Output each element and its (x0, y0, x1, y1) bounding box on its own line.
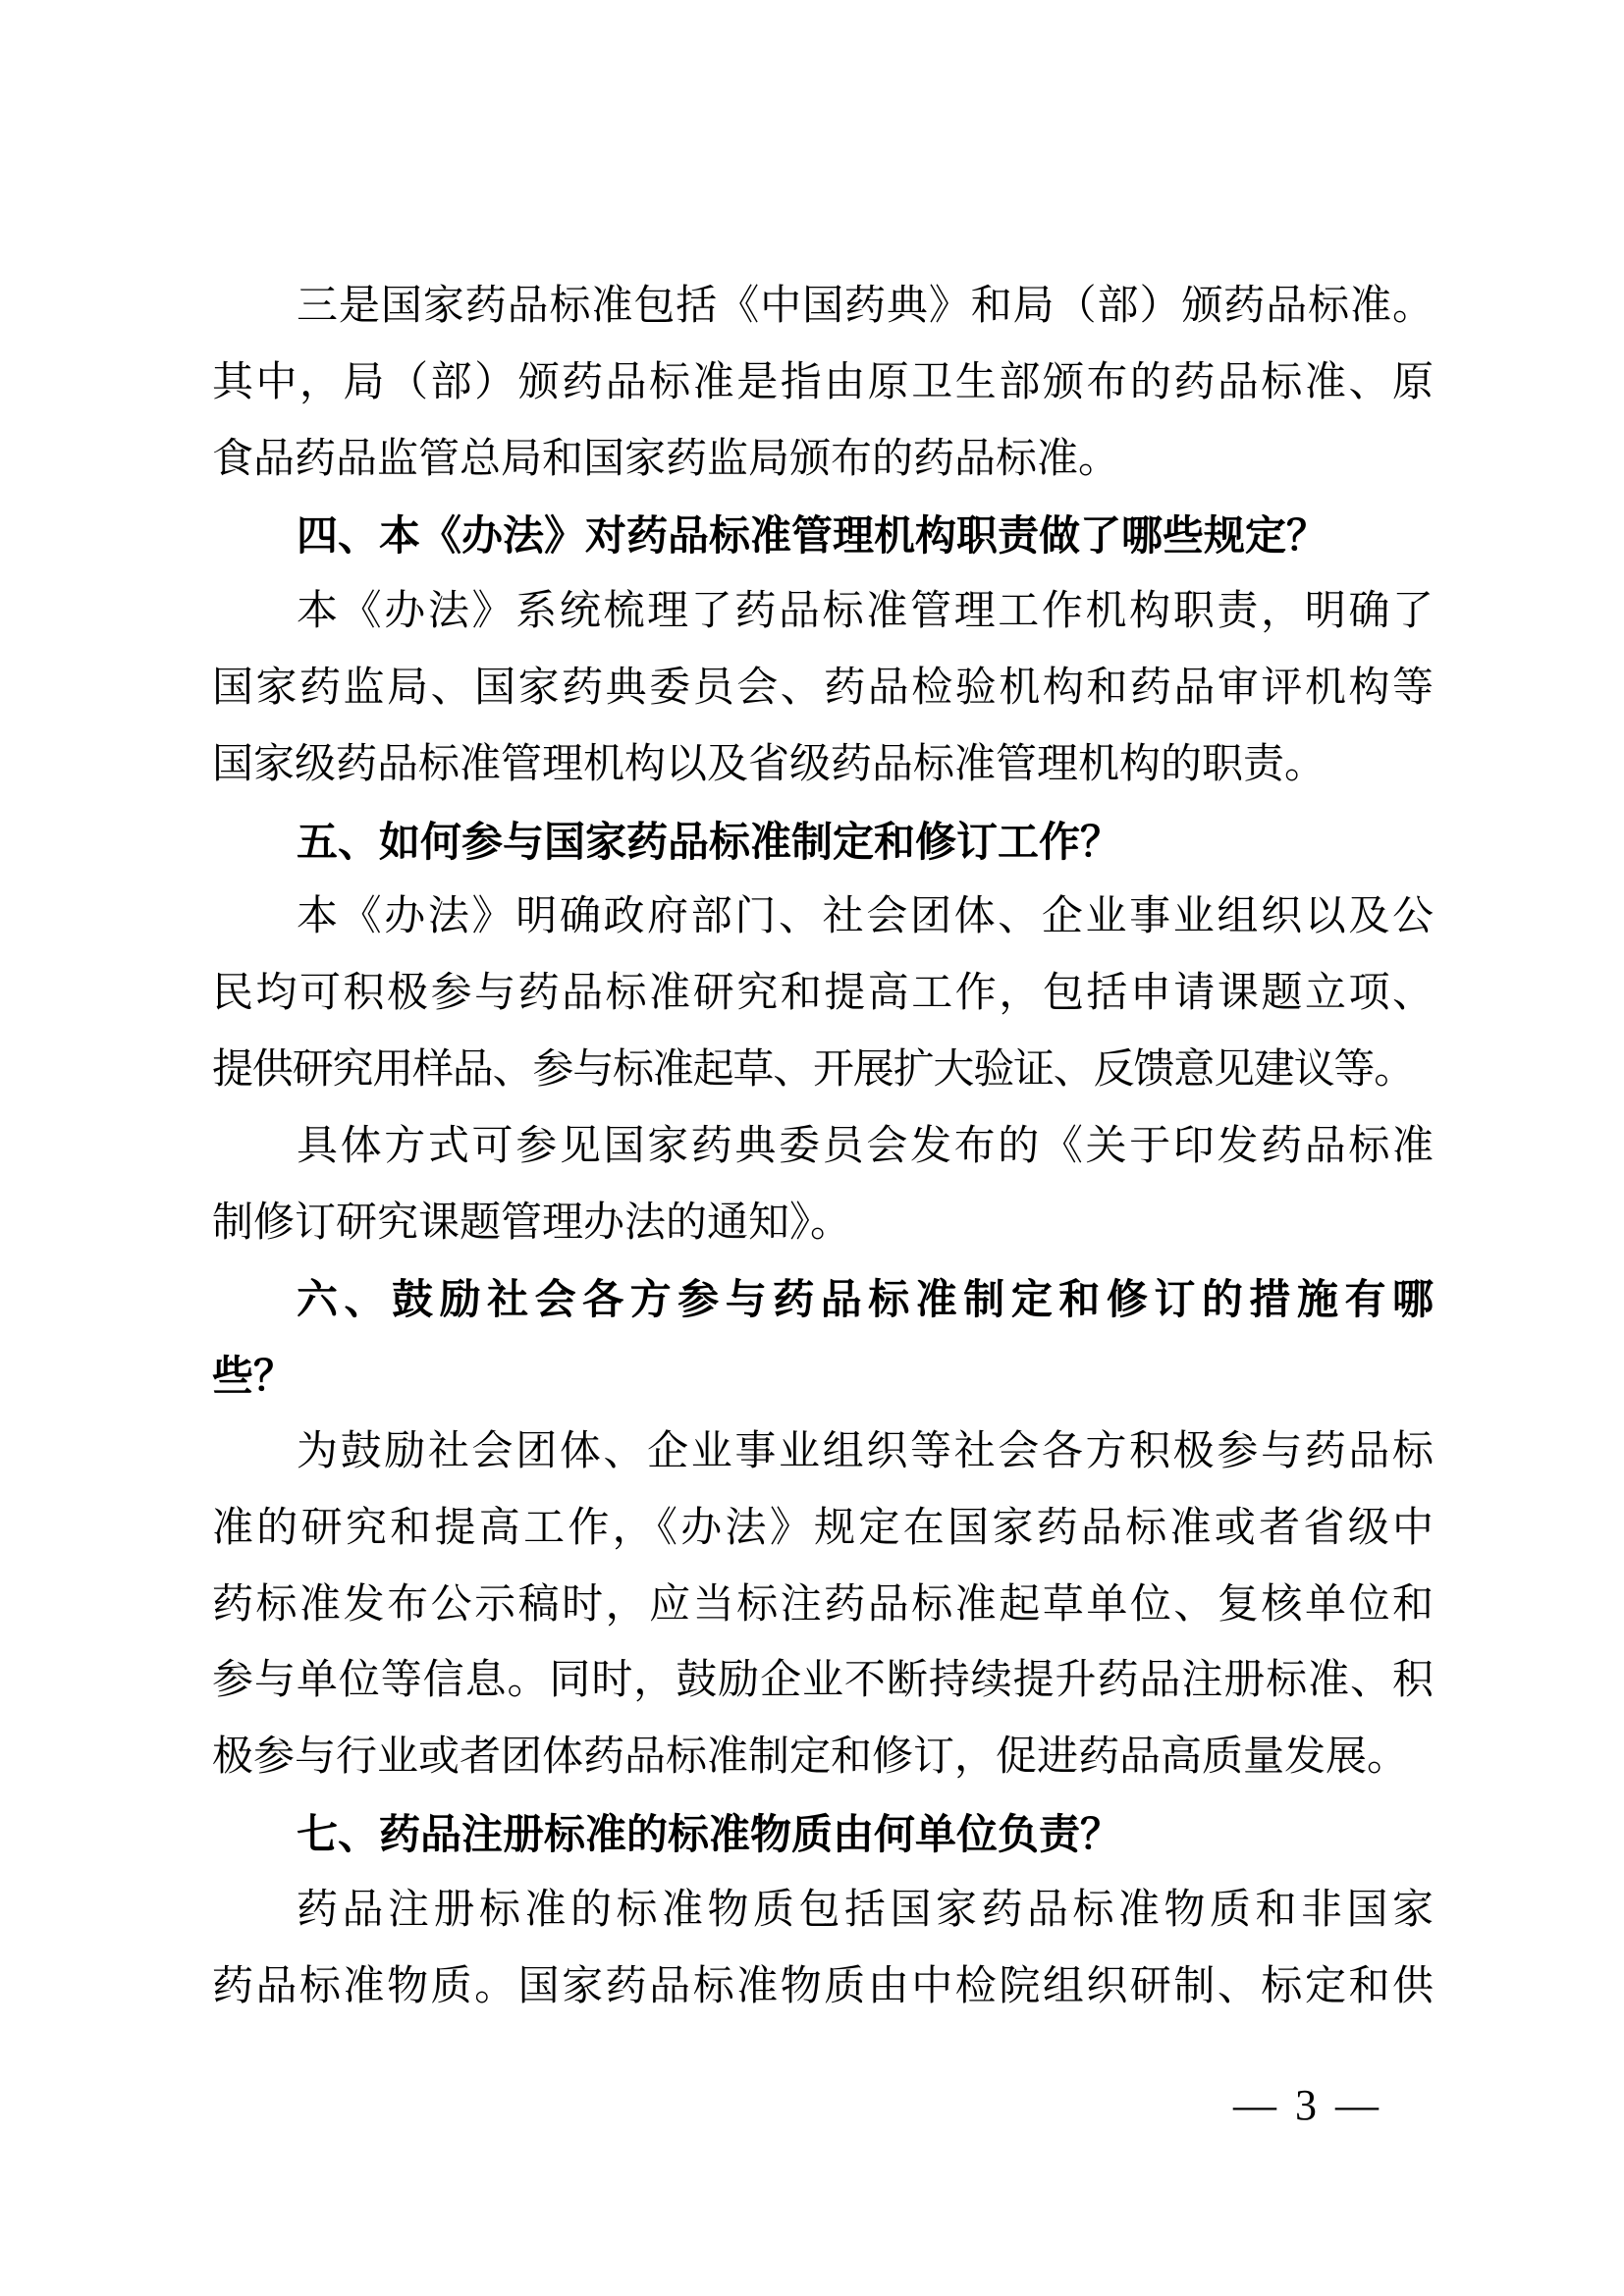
q7-heading: 七、药品注册标准的标准物质由何单位负责？ (297, 1810, 1122, 1857)
q5-answer-line-2: 民均可积极参与药品标准研究和提高工作，包括申请课题立项、 (212, 971, 1434, 1017)
q4-answer-line-1: 本《办法》系统梳理了药品标准管理工作机构职责，明确了 (297, 589, 1434, 635)
q6-heading-line-1: 六、鼓励社会各方参与药品标准制定和修订的措施有哪 (297, 1276, 1434, 1323)
q4-answer-line-2: 国家药监局、国家药典委员会、药品检验机构和药品审评机构等 (212, 665, 1434, 711)
q3-answer-line-1: 三是国家药品标准包括《中国药典》和局（部）颁药品标准。 (297, 284, 1434, 329)
q5-answer-para2-line-1: 具体方式可参见国家药典委员会发布的《关于印发药品标准 (297, 1123, 1434, 1169)
q6-answer-line-3: 药标准发布公示稿时，应当标注药品标准起草单位、复核单位和 (212, 1581, 1434, 1628)
q7-answer-line-2: 药品标准物质。国家药品标准物质由中检院组织研制、标定和供 (212, 1963, 1434, 2009)
q6-heading-line-2: 些？ (212, 1353, 296, 1400)
q5-heading: 五、如何参与国家药品标准制定和修订工作？ (297, 818, 1122, 865)
q3-answer-line-2: 其中，局（部）颁药品标准是指由原卫生部颁布的药品标准、原 (212, 359, 1434, 405)
page-number: — 3 — (1233, 2081, 1382, 2129)
q7-answer-line-1: 药品注册标准的标准物质包括国家药品标准物质和非国家 (297, 1887, 1434, 1933)
q4-answer-line-3: 国家级药品标准管理机构以及省级药品标准管理机构的职责。 (212, 741, 1326, 787)
document-body (212, 269, 1434, 2025)
q4-heading: 四、本《办法》对药品标准管理机构职责做了哪些规定？ (297, 512, 1328, 560)
q3-answer-line-3: 食品药品监管总局和国家药监局颁布的药品标准。 (212, 436, 1120, 482)
q5-answer-line-1: 本《办法》明确政府部门、社会团体、企业事业组织以及公 (297, 894, 1434, 940)
q6-answer-line-4: 参与单位等信息。同时，鼓励企业不断持续提升药品注册标准、积 (212, 1658, 1434, 1704)
q5-answer-line-3: 提供研究用样品、参与标准起草、开展扩大验证、反馈意见建议等。 (212, 1046, 1415, 1093)
q6-answer-line-5: 极参与行业或者团体药品标准制定和修订，促进药品高质量发展。 (212, 1735, 1409, 1781)
q5-answer-para2-line-2: 制修订研究课题管理办法的通知》。 (212, 1200, 852, 1246)
q6-answer-line-1: 为鼓励社会团体、企业事业组织等社会各方积极参与药品标 (297, 1428, 1434, 1474)
q6-answer-line-2: 准的研究和提高工作，《办法》规定在国家药品标准或者省级中 (212, 1505, 1434, 1551)
